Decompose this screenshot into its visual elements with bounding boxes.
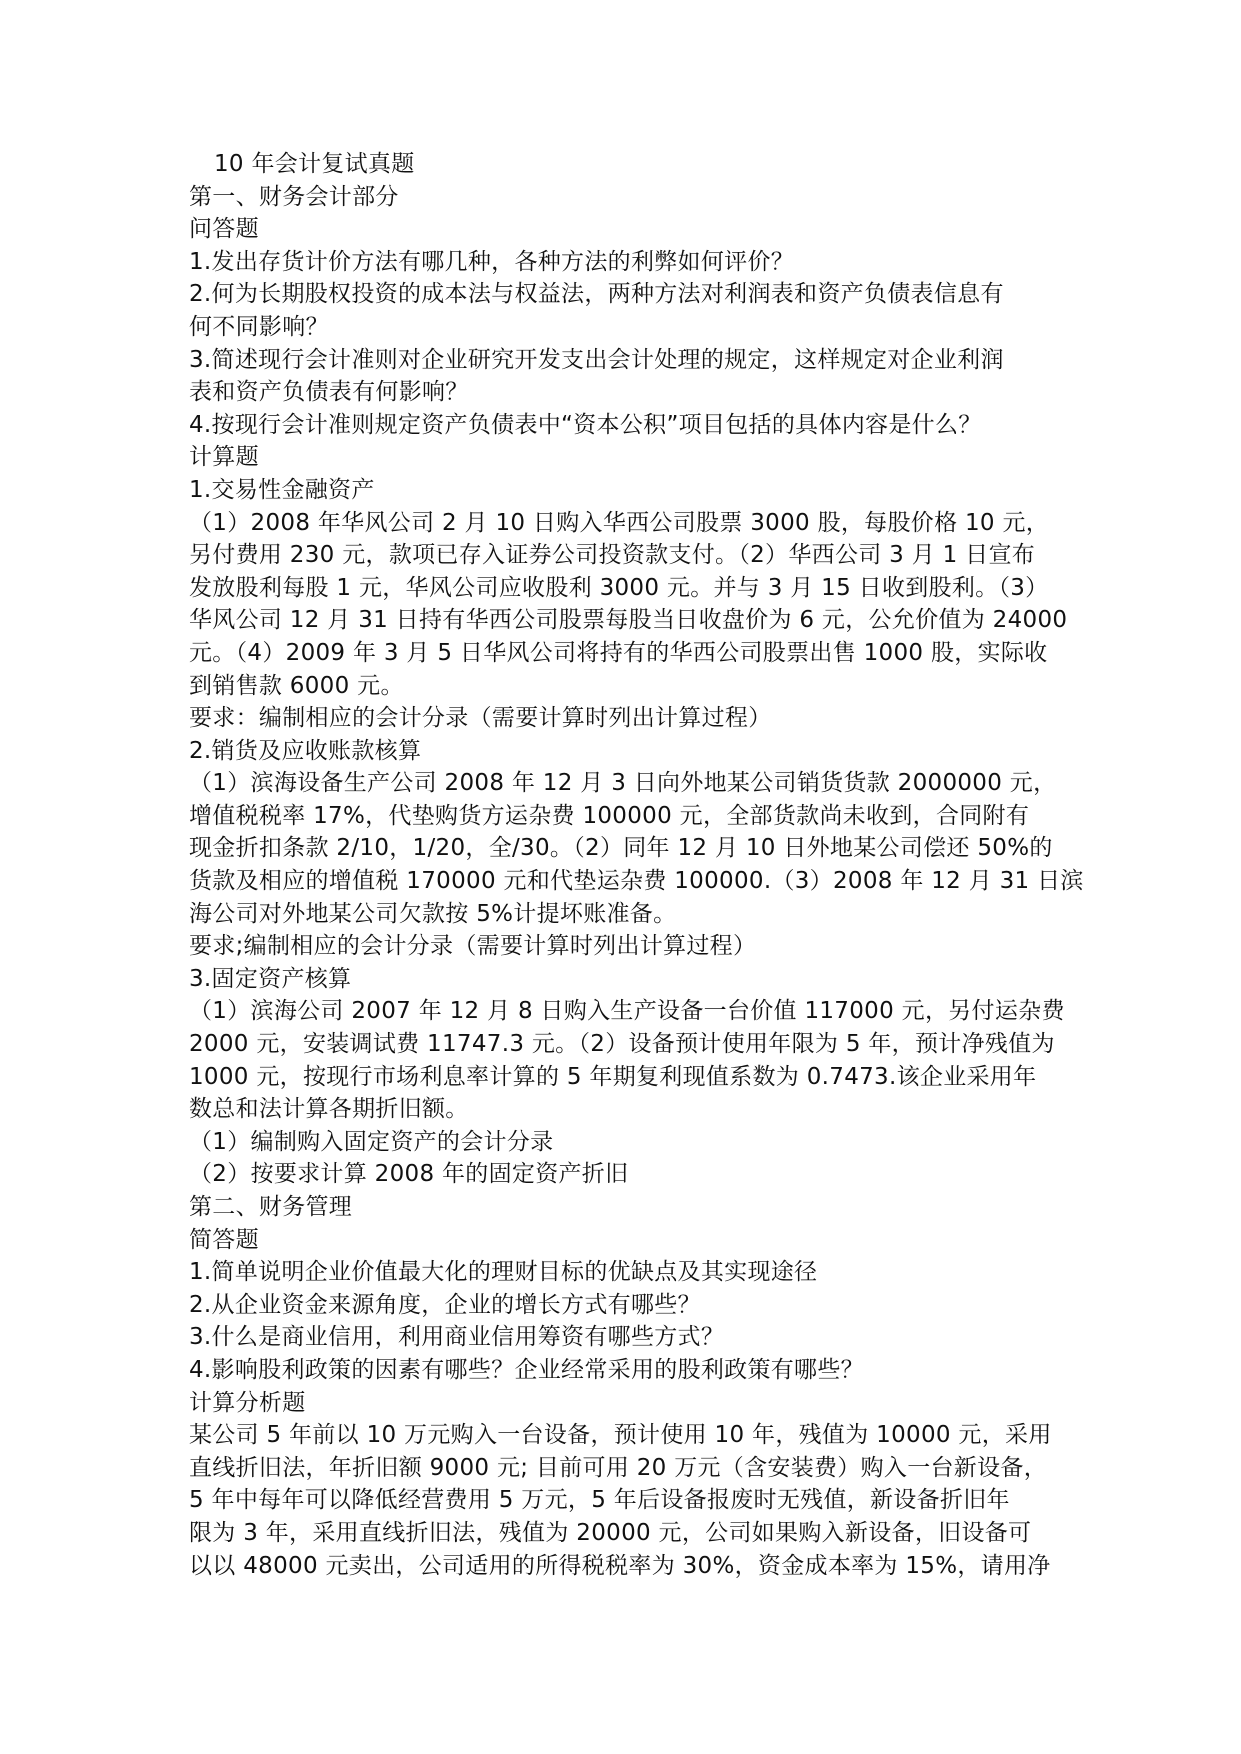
text-line: 货款及相应的增值税 170000 元和代垫运杂费 100000.（3）2008 年 12 月 31 日滨: [189, 868, 1084, 895]
text-line: 表和资产负债表有何影响？: [189, 379, 469, 406]
document-page: [189, 148, 1084, 1582]
text-line: 直线折旧法，年折旧额 9000 元; 目前可用 20 万元（含安装费）购入一台新设备，: [189, 1454, 1048, 1481]
text-line: 第二、财务管理: [189, 1194, 353, 1220]
text-line: 5 年中每年可以降低经营费用 5 万元，5 年后设备报废时无残值，新设备折旧年: [189, 1487, 1010, 1514]
text-line: 何不同影响？: [189, 313, 329, 340]
text-line: （1）编制购入固定资产的会计分录: [189, 1128, 554, 1155]
text-line: 某公司 5 年前以 10 万元购入一台设备，预计使用 10 年，残值为 10000 元，采用: [189, 1422, 1052, 1449]
text-line: 要求：编制相应的会计分录（需要计算时列出计算过程）: [189, 705, 772, 732]
text-line: 元。（4）2009 年 3 月 5 日华风公司将持有的华西公司股票出售 1000 股，实际收: [189, 639, 1048, 666]
text-line: 3.什么是商业信用，利用商业信用筹资有哪些方式？: [189, 1324, 725, 1351]
text-line: 另付费用 230 元，款项已存入证券公司投资款支付。（2）华西公司 3 月 1 日宣布: [189, 542, 1036, 569]
text-line: 增值税税率 17%，代垫购货方运杂费 100000 元，全部货款尚未收到，合同附有: [189, 802, 1030, 829]
text-line: 计算分析题: [189, 1389, 306, 1416]
text-line: 4.影响股利政策的因素有哪些？企业经常采用的股利政策有哪些？: [189, 1356, 864, 1383]
document-title: 10 年会计复试真题: [214, 151, 415, 177]
text-line: 限为 3 年，采用直线折旧法，残值为 20000 元，公司如果购入新设备，旧设备可: [189, 1519, 1032, 1546]
text-line: 2.从企业资金来源角度，企业的增长方式有哪些？: [189, 1291, 701, 1318]
text-line: （1）滨海设备生产公司 2008 年 12 月 3 日向外地某公司销货货款 2000000 元，: [189, 770, 1057, 797]
text-line: （2）按要求计算 2008 年的固定资产折旧: [189, 1161, 629, 1188]
text-line: （1）滨海公司 2007 年 12 月 8 日购入生产设备一台价值 117000 元，另付运杂费: [189, 998, 1065, 1025]
text-line: 以以 48000 元卖出，公司适用的所得税税率为 30%，资金成本率为 15%，请用净: [189, 1552, 1051, 1579]
text-line: 华风公司 12 月 31 日持有华西公司股票每股当日收盘价为 6 元，公允价值为 24000: [189, 607, 1068, 634]
text-line: 3.固定资产核算: [189, 965, 352, 992]
text-line: 到销售款 6000 元。: [189, 672, 404, 699]
text-line: 第一、财务会计部分: [189, 183, 399, 210]
text-line: 2.何为长期股权投资的成本法与权益法，两种方法对利润表和资产负债表信息有: [189, 281, 1004, 308]
text-line: 1000 元，按现行市场利息率计算的 5 年期复利现值系数为 0.7473.该企业采用年: [189, 1063, 1037, 1090]
text-line: 数总和法计算各期折旧额。: [189, 1096, 469, 1123]
text-line: 2.销货及应收账款核算: [189, 737, 422, 764]
text-line: 现金折扣条款 2/10，1/20，全/30。（2）同年 12 月 10 日外地某公司偿还 50%的: [189, 835, 1053, 862]
text-line: 发放股利每股 1 元，华风公司应收股利 3000 元。并与 3 月 15 日收到股利。（3）: [189, 574, 1049, 601]
text-line: 问答题: [189, 216, 259, 243]
text-line: 要求;编制相应的会计分录（需要计算时列出计算过程）: [189, 933, 757, 960]
text-line: 3.简述现行会计准则对企业研究开发支出会计处理的规定，这样规定对企业利润: [189, 346, 1004, 373]
text-line: 海公司对外地某公司欠款按 5%计提坏账准备。: [189, 900, 677, 927]
text-line: 简答题: [189, 1226, 259, 1253]
text-line: （1）2008 年华风公司 2 月 10 日购入华西公司股票 3000 股，每股价格 10 元，: [189, 509, 1050, 536]
text-line: 计算题: [189, 444, 259, 471]
text-line: 1.交易性金融资产: [189, 476, 375, 503]
text-line: 1.发出存货计价方法有哪几种，各种方法的利弊如何评价？: [189, 248, 795, 275]
text-line: 2000 元，安装调试费 11747.3 元。（2）设备预计使用年限为 5 年，预计净残值为: [189, 1031, 1055, 1058]
text-line: 1.简单说明企业价值最大化的理财目标的优缺点及其实现途径: [189, 1259, 818, 1286]
text-line: 4.按现行会计准则规定资产负债表中“资本公积”项目包括的具体内容是什么？: [189, 411, 982, 438]
